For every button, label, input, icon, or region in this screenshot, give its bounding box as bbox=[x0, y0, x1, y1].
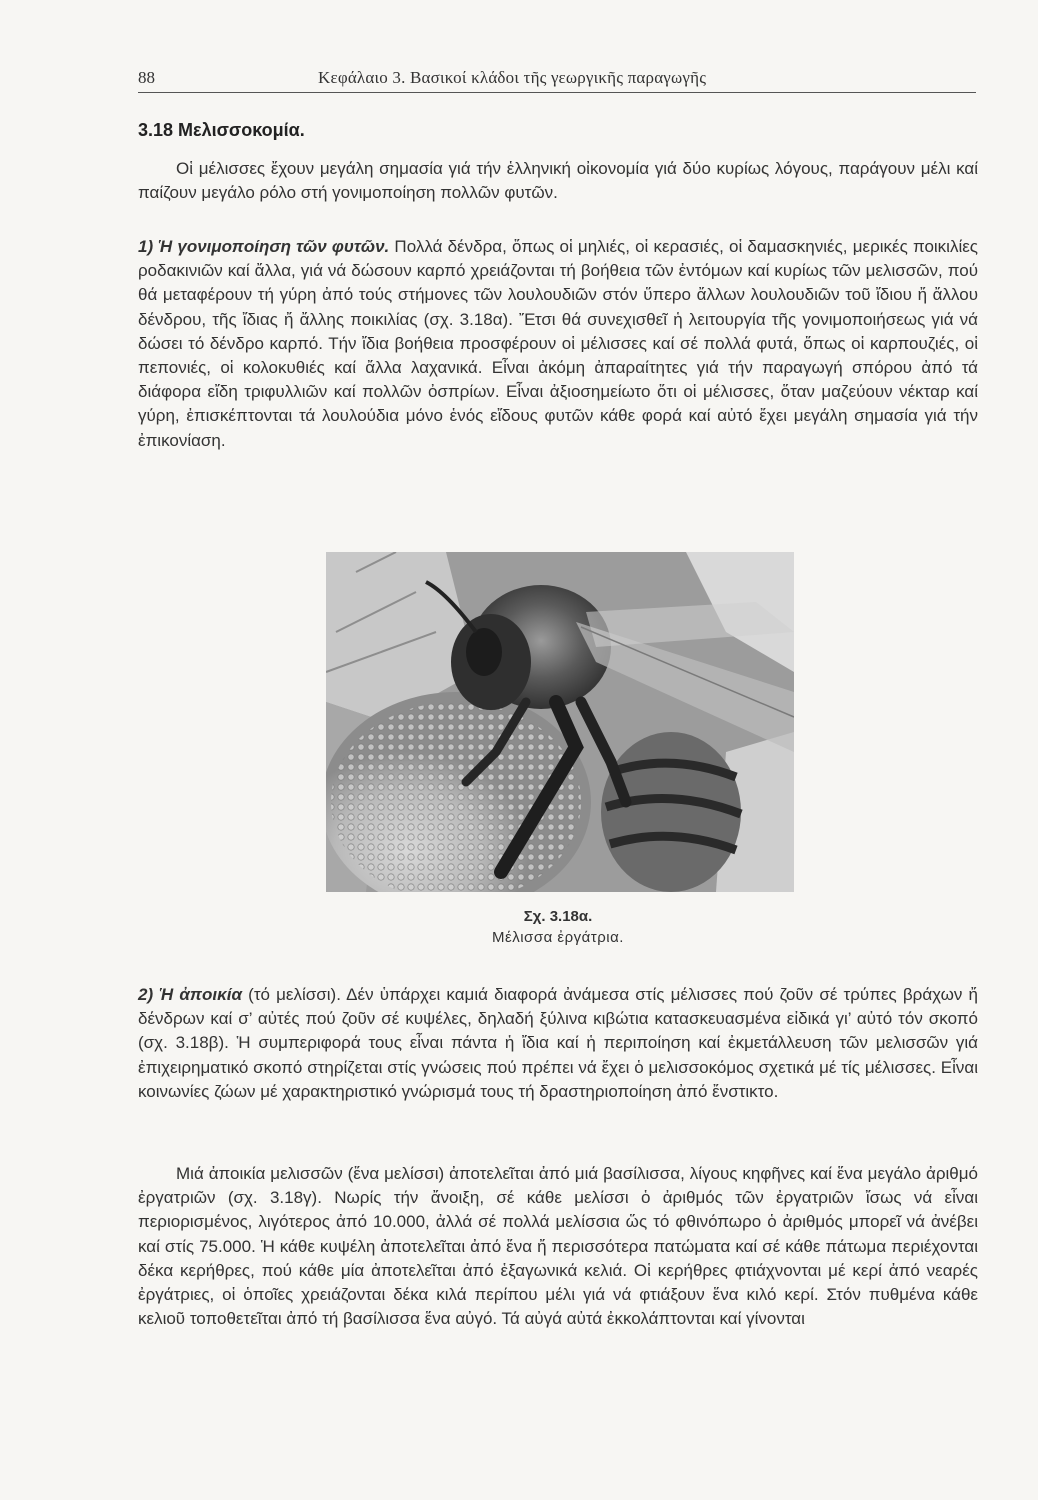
running-title: Κεφάλαιο 3. Βασικοί κλάδοι τῆς γεωργικῆς παραγωγῆς bbox=[318, 68, 707, 87]
section-title: 3.18 Μελισσοκομία. bbox=[138, 120, 305, 140]
page-number: 88 bbox=[138, 68, 155, 87]
hive-paragraph: Μιά ἀποικία μελισσῶν (ἕνα μελίσσι) ἀποτελεῖται ἀπό μιά βασίλισσα, λίγους κηφῆνες καί ἕνα μεγάλο ἀριθμό ἐργατριῶν (σχ. 3.18γ). Νωρίς τήν ἄνοιξη, σέ κάθε μελίσσι ὁ ἀριθμός τῶν ἐργατριῶν ἴσως νά εἶναι περιορισμένος, λιγότερος ἀπό 10.000, ἀλλά σέ πολλά μελίσσια ὥς τό φθινόπωρο ὁ ἀριθμός μπορεῖ νά ἀνέβει καί στίς 75.000. Ἡ κάθε κυψέλη ἀποτελεῖται ἀπό ἕνα ἤ περισσότερα πατώματα καί σέ κάθε πάτωμα περιέχονται δέκα κερήθρες, πού κάθε μία ἀποτελεῖται ἀπό ἑξαγωνικά κελιά. Οἱ κερήθρες φτιάχνονται μέ κερί ἀπό νεαρές ἐργάτριες, οἱ ὁποῖες χρειάζονται δέκα κιλά περίπου μέλι γιά νά φτιάξουν ἕνα κιλό κερί. Στόν πυθμένα κάθε κελιοῦ τοποθετεῖται ἀπό τή βασίλισσα ἕνα αὐγό. Τά αὐγά αὐτά ἐκκολάπτονται καί γίνονται bbox=[138, 1164, 978, 1329]
pollination-text: Πολλά δένδρα, ὅπως οἱ μηλιές, οἱ κερασιές, οἱ δαμασκηνιές, μερικές ποικιλίες ροδακινιῶν καί ἄλλα, γιά νά δώσουν καρπό χρειάζονται τή βοήθεια τῶν ἐντόμων καί κυρίως τῶν μελισσῶν, πού θά μεταφέρουν τή γύρη ἀπό τούς στήμονες τῶν λουλουδιῶν στόν ὕπερο ἄλλων λουλουδιῶν τοῦ ἴδιου ἤ ἄλλου δένδρου, τῆς ἴδιας ἤ ἄλλης ποικιλίας (σχ. 3.18α). Ἔτσι θά συνεχισθεῖ ἡ λειτουργία τῆς γονιμοποιήσεως γιά νά δώσει τό δένδρο καρπό. Τήν ἴδια βοήθεια προσφέρουν οἱ μέλισσες καί σέ πολλά φυτά, ὅπως οἱ καρπουζιές, οἱ πεπονιές, οἱ κολοκυθιές καί ἄλλα λαχανικά. Εἶναι ἀκόμη ἀπαραίτητες γιά τήν παραγωγή σπόρου ἀπό τά διάφορα εἴδη τριφυλλιῶν καί πολλῶν ὀσπρίων. Εἶναι ἀξιοσημείωτο ὅτι οἱ μέλισσες, ὅταν μαζεύουν νέκταρ καί γύρη, ἐπισκέπτονται τά λουλούδια μόνο ἑνός εἴδους φυτῶν κάθε φορά καί αὐτό ἔχει μεγάλη σημασία γιά τήν ἐπικονίαση. bbox=[138, 237, 978, 450]
colony-paragraph bbox=[138, 983, 978, 1104]
colony-text: (τό μελίσσι). Δέν ὑπάρχει καμιά διαφορά ἀνάμεσα στίς μέλισσες πού ζοῦν σέ τρύπες βράχων ἤ δένδρων καί σ’ αὐτές πού ζοῦν σέ κυψέλες, δηλαδή ξύλινα κιβώτια κατασκευασμένα εἰδικά γι’ αὐτό τόν σκοπό (σχ. 3.18β). Ἡ συμπεριφορά τους εἶναι πάντα ἡ ἴδια καί ἡ περιποίηση καί ἐκμετάλλευση τῶν μελισσῶν γιά ἐπιχειρηματικό σκοπό στηρίζεται στίς γνώσεις πού πρέπει νά ἔχει ὁ μελισσοκόμος σχετικά μέ τίς μέλισσες. Εἶναι κοινωνίες ζώων μέ χαρακτηριστικό γνώρισμά τους τή δραστηριοποίηση ἀπό ἔνστικτο. bbox=[138, 985, 978, 1101]
running-header bbox=[138, 66, 976, 93]
pollination-heading: 1) Ἡ γονιμοποίηση τῶν φυτῶν. bbox=[138, 237, 390, 256]
colony-heading: 2) Ἡ ἀποικία bbox=[138, 985, 242, 1004]
intro-paragraph: Οἱ μέλισσες ἔχουν μεγάλη σημασία γιά τήν ἑλληνική οἰκονομία γιά δύο κυρίως λόγους, παράγουν μέλι καί παίζουν μεγάλο ρόλο στή γονιμοποίηση πολλῶν φυτῶν. bbox=[138, 159, 978, 203]
figure-label: Σχ. 3.18α. bbox=[523, 908, 593, 925]
bee-photo bbox=[326, 552, 794, 892]
figure-caption bbox=[138, 908, 978, 946]
pollination-paragraph bbox=[138, 235, 978, 453]
figure-caption-text: Μέλισσα ἐργάτρια. bbox=[492, 929, 624, 946]
